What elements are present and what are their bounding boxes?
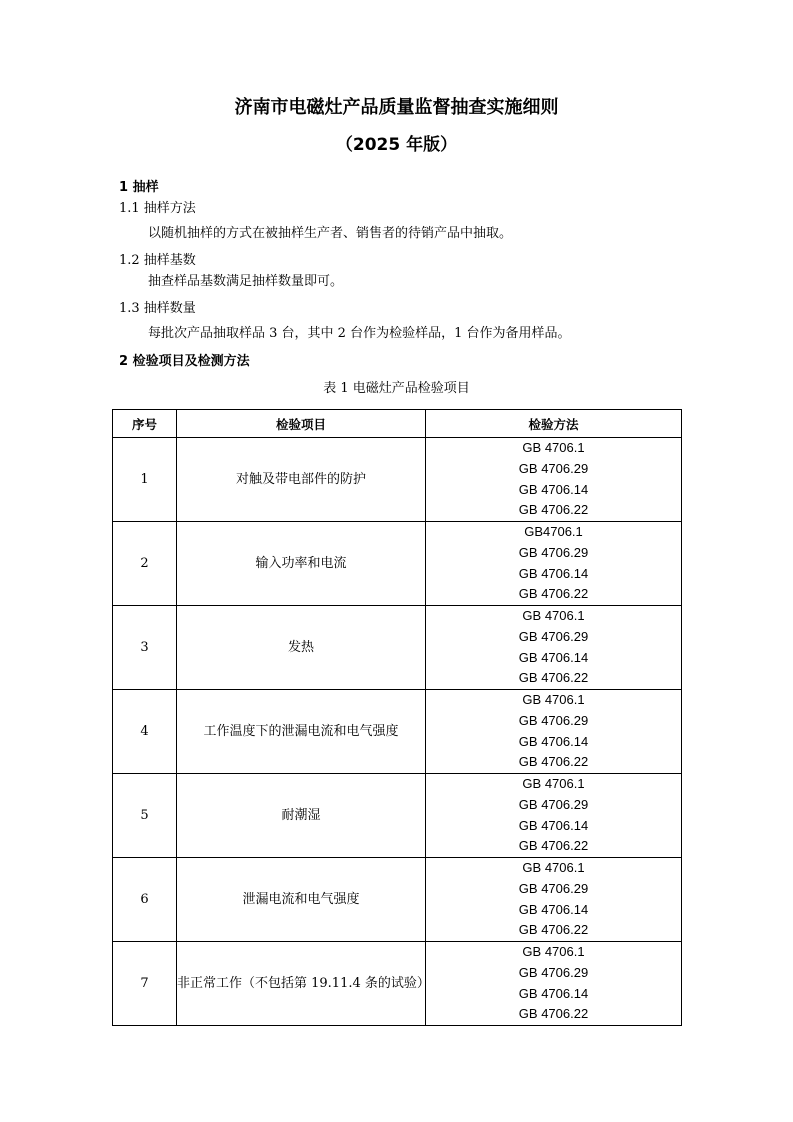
method-standard: GB 4706.29 xyxy=(518,460,589,476)
method-standard: GB 4706.14 xyxy=(518,901,589,917)
method-standard: GB 4706.29 xyxy=(518,544,589,560)
table-row xyxy=(113,774,682,858)
row-item: 泄漏电流和电气强度 xyxy=(177,858,426,942)
subsection-heading-sampling-method: 1.1 抽样方法 xyxy=(119,201,196,216)
row-methods xyxy=(426,606,682,690)
method-standard: GB 4706.1 xyxy=(522,776,585,791)
row-seq: 2 xyxy=(113,522,177,606)
row-item: 发热 xyxy=(177,606,426,690)
method-standard: GB 4706.29 xyxy=(518,712,589,728)
method-standard: GB 4706.22 xyxy=(518,1006,589,1022)
document-title: 济南市电磁灶产品质量监督抽查实施细则 xyxy=(234,97,559,118)
table-row xyxy=(113,522,682,606)
section-heading-inspection: 2 检验项目及检测方法 xyxy=(119,354,250,369)
table-row xyxy=(113,690,682,774)
method-standard: GB 4706.14 xyxy=(518,565,589,581)
method-standard: GB 4706.22 xyxy=(518,838,589,854)
method-standard: GB 4706.1 xyxy=(522,692,585,707)
row-methods xyxy=(426,858,682,942)
row-methods xyxy=(426,438,682,522)
method-standard: GB 4706.1 xyxy=(522,860,585,875)
row-item: 非正常工作（不包括第 19.11.4 条的试验） xyxy=(177,942,426,1026)
method-standard: GB 4706.22 xyxy=(518,502,589,518)
subsection-heading-sampling-base: 1.2 抽样基数 xyxy=(119,253,196,268)
table-row xyxy=(113,606,682,690)
row-item: 对触及带电部件的防护 xyxy=(177,438,426,522)
method-standard: GB 4706.14 xyxy=(518,985,589,1001)
subsection-heading-sampling-quantity: 1.3 抽样数量 xyxy=(119,301,196,316)
row-seq: 4 xyxy=(113,690,177,774)
method-standard: GB 4706.29 xyxy=(518,796,589,812)
method-standard: GB 4706.1 xyxy=(522,440,585,455)
paragraph-sampling-base: 抽查样品基数满足抽样数量即可。 xyxy=(148,274,344,289)
paragraph-sampling-quantity: 每批次产品抽取样品 3 台，其中 2 台作为检验样品，1 台作为备用样品。 xyxy=(148,326,571,341)
inspection-items-table xyxy=(112,409,682,1026)
method-standard: GB 4706.14 xyxy=(518,733,589,749)
row-seq: 7 xyxy=(113,942,177,1026)
row-seq: 6 xyxy=(113,858,177,942)
method-standard: GB 4706.22 xyxy=(518,670,589,686)
method-standard: GB 4706.29 xyxy=(518,964,589,980)
row-item: 输入功率和电流 xyxy=(177,522,426,606)
header-method: 检验方法 xyxy=(426,410,682,438)
row-seq: 5 xyxy=(113,774,177,858)
row-methods xyxy=(426,774,682,858)
row-methods xyxy=(426,942,682,1026)
row-seq: 1 xyxy=(113,438,177,522)
table-row xyxy=(113,942,682,1026)
method-standard: GB 4706.22 xyxy=(518,754,589,770)
paragraph-sampling-method: 以随机抽样的方式在被抽样生产者、销售者的待销产品中抽取。 xyxy=(148,226,513,241)
method-standard: GB 4706.29 xyxy=(518,628,589,644)
document-subtitle: （2025 年版） xyxy=(335,135,458,155)
method-standard: GB 4706.14 xyxy=(518,817,589,833)
table-caption: 表 1 电磁灶产品检验项目 xyxy=(323,381,470,396)
table-header-row xyxy=(113,410,682,438)
row-methods xyxy=(426,690,682,774)
row-methods xyxy=(426,522,682,606)
row-seq: 3 xyxy=(113,606,177,690)
header-item: 检验项目 xyxy=(177,410,426,438)
method-standard: GB 4706.1 xyxy=(522,608,585,623)
method-standard: GB 4706.22 xyxy=(518,922,589,938)
table-row xyxy=(113,858,682,942)
method-standard: GB 4706.14 xyxy=(518,481,589,497)
table-row xyxy=(113,438,682,522)
section-heading-sampling: 1 抽样 xyxy=(119,180,159,195)
row-item: 工作温度下的泄漏电流和电气强度 xyxy=(177,690,426,774)
method-standard: GB 4706.14 xyxy=(518,649,589,665)
method-standard: GB 4706.22 xyxy=(518,586,589,602)
method-standard: GB 4706.29 xyxy=(518,880,589,896)
method-standard: GB 4706.1 xyxy=(522,944,585,959)
header-seq: 序号 xyxy=(113,410,177,438)
row-item: 耐潮湿 xyxy=(177,774,426,858)
method-standard: GB4706.1 xyxy=(524,524,583,539)
